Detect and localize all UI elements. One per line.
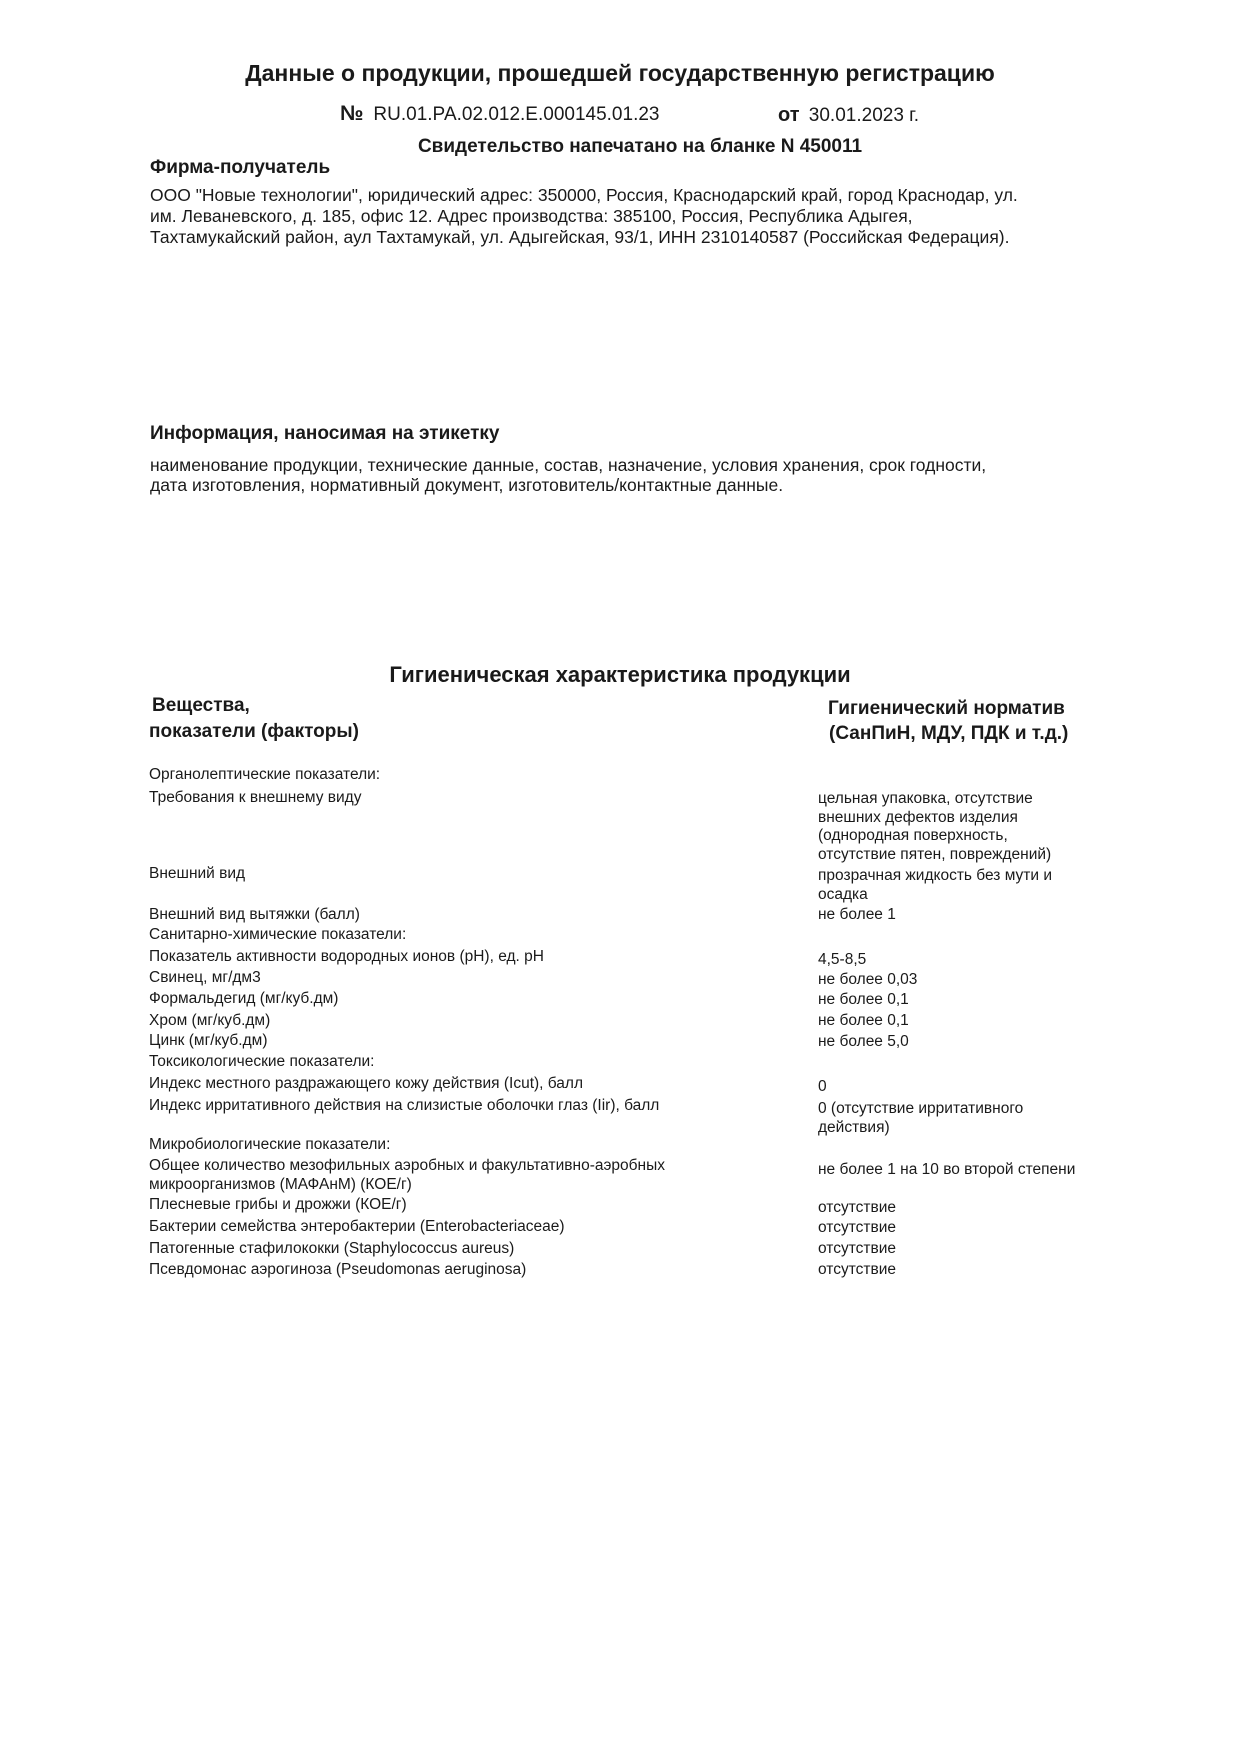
number-value: RU.01.РА.02.012.Е.000145.01.23	[373, 104, 660, 125]
indicator-name	[149, 1097, 659, 1116]
text-line: Санитарно-химические показатели:	[149, 926, 407, 943]
text-line: Показатель активности водородных ионов (pH), ед. pH	[149, 948, 544, 965]
indicator-name	[149, 969, 261, 988]
text-line: Общее количество мезофильных аэробных и факультативно-аэробных	[149, 1157, 665, 1174]
text-line: отсутствие	[818, 1219, 896, 1236]
text-line: действия)	[818, 1118, 890, 1136]
text-line: Плесневые грибы и дрожжи (КОЕ/г)	[149, 1196, 407, 1213]
hygiene-norm	[818, 1199, 896, 1218]
indicator-name	[149, 1136, 390, 1155]
indicator-name	[149, 789, 361, 808]
indicator-name	[149, 1053, 374, 1072]
hygiene-norm	[818, 991, 909, 1010]
indicator-name	[149, 1075, 583, 1094]
text-line: не более 0,1	[818, 991, 909, 1008]
text-line: Свинец, мг/дм3	[149, 969, 261, 986]
column-header-left: показатели (факторы)	[149, 721, 359, 742]
text-line: Патогенные стафилококки (Staphylococcus aureus)	[149, 1240, 515, 1257]
text-line: отсутствие	[818, 1261, 896, 1278]
text-line: Внешний вид	[149, 865, 246, 882]
text-line: Требования к внешнему виду	[149, 789, 362, 806]
date-label: от	[778, 104, 800, 126]
text-line: осадка	[818, 885, 868, 903]
registration-date	[778, 104, 919, 127]
label-info-line: дата изготовления, нормативный документ, изготовитель/контактные данные.	[150, 475, 784, 495]
text-line: отсутствие пятен, повреждений)	[818, 845, 1052, 863]
hygiene-norm	[818, 1100, 1023, 1137]
indicator-name	[149, 1196, 407, 1215]
hygiene-norm	[818, 951, 866, 970]
indicator-name	[149, 1240, 514, 1259]
hygiene-norm	[818, 906, 896, 925]
hygiene-norm	[818, 1261, 896, 1280]
hygiene-norm	[818, 1240, 896, 1259]
text-line: не более 1	[818, 906, 896, 923]
label-info-heading: Информация, наносимая на этикетку	[150, 423, 500, 444]
text-line: цельная упаковка, отсутствие	[818, 790, 1033, 807]
text-line: Цинк (мг/куб.дм)	[149, 1032, 268, 1049]
text-line: не более 0,03	[818, 971, 918, 988]
text-line: микроорганизмов (МАФАнМ) (КОЕ/г)	[149, 1175, 412, 1193]
text-line: Индекс ирритативного действия на слизистые оболочки глаз (Iir), балл	[149, 1097, 660, 1114]
text-line: Микробиологические показатели:	[149, 1136, 391, 1153]
text-line: 0 (отсутствие ирритативного	[818, 1100, 1024, 1117]
column-header-right: Гигиенический норматив	[828, 698, 1065, 719]
hygiene-norm	[818, 1161, 1075, 1180]
text-line: не более 0,1	[818, 1012, 909, 1029]
text-line: не более 1 на 10 во второй степени	[818, 1161, 1076, 1178]
text-line: прозрачная жидкость без мути и	[818, 867, 1052, 884]
text-line: отсутствие	[818, 1199, 896, 1216]
text-line: (однородная поверхность,	[818, 827, 1008, 844]
text-line: Хром (мг/куб.дм)	[149, 1012, 271, 1029]
indicator-name	[149, 948, 544, 967]
text-line: 4,5-8,5	[818, 951, 867, 968]
indicator-name	[149, 990, 338, 1009]
text-line: Внешний вид вытяжки (балл)	[149, 906, 360, 923]
text-line: Бактерии семейства энтеробактерии (Enterobacteriaceae)	[149, 1218, 565, 1235]
text-line: Органолептические показатели:	[149, 766, 381, 783]
text-line: Токсикологические показатели:	[149, 1053, 375, 1070]
text-line: Формальдегид (мг/куб.дм)	[149, 990, 339, 1007]
indicator-name	[149, 1012, 270, 1031]
hygiene-norm	[818, 1012, 909, 1031]
text-line: внешних дефектов изделия	[818, 808, 1018, 826]
text-line: Индекс местного раздражающего кожу действия (Icut), балл	[149, 1075, 584, 1092]
text-line: не более 5,0	[818, 1033, 909, 1050]
recipient-heading: Фирма-получатель	[150, 157, 331, 178]
date-value: 30.01.2023 г.	[808, 105, 920, 126]
hygiene-norm	[818, 1078, 827, 1097]
text-line: отсутствие	[818, 1240, 896, 1257]
recipient-line: Тахтамукайский район, аул Тахтамукай, ул. Адыгейская, 93/1, ИНН 2310140587 (Российская Федерация).	[150, 227, 1010, 247]
blank-number: Свидетельство напечатано на бланке N 450011	[417, 136, 863, 157]
label-info-line: наименование продукции, технические данные, состав, назначение, условия хранения, срок годности,	[150, 455, 987, 475]
indicator-name	[149, 906, 360, 925]
indicator-name	[149, 865, 245, 884]
column-header-right: (СанПиН, МДУ, ПДК и т.д.)	[829, 723, 1069, 744]
indicator-name	[149, 766, 380, 785]
document-title: Данные о продукции, прошедшей государственную регистрацию	[245, 60, 995, 86]
indicator-name	[149, 926, 406, 945]
column-header-left: Вещества,	[152, 695, 250, 716]
text-line: Псевдомонас аэрогиноза (Pseudomonas aeruginosa)	[149, 1261, 527, 1278]
hygiene-norm	[818, 971, 917, 990]
recipient-line: ООО "Новые технологии", юридический адрес: 350000, Россия, Краснодарский край, город Краснодар, ул.	[150, 185, 1018, 205]
hygiene-title: Гигиеническая характеристика продукции	[389, 662, 851, 687]
hygiene-norm	[818, 867, 1052, 904]
text-line: 0	[818, 1078, 827, 1095]
indicator-name	[149, 1218, 565, 1237]
indicator-name	[149, 1032, 267, 1051]
hygiene-norm	[818, 1219, 896, 1238]
indicator-name	[149, 1157, 665, 1194]
registration-number	[340, 102, 659, 126]
number-label: №	[340, 102, 364, 125]
hygiene-norm	[818, 790, 1051, 864]
recipient-line: им. Леваневского, д. 185, офис 12. Адрес производства: 385100, Россия, Республика Адыгея,	[150, 206, 913, 226]
indicator-name	[149, 1261, 526, 1280]
hygiene-norm	[818, 1033, 909, 1052]
